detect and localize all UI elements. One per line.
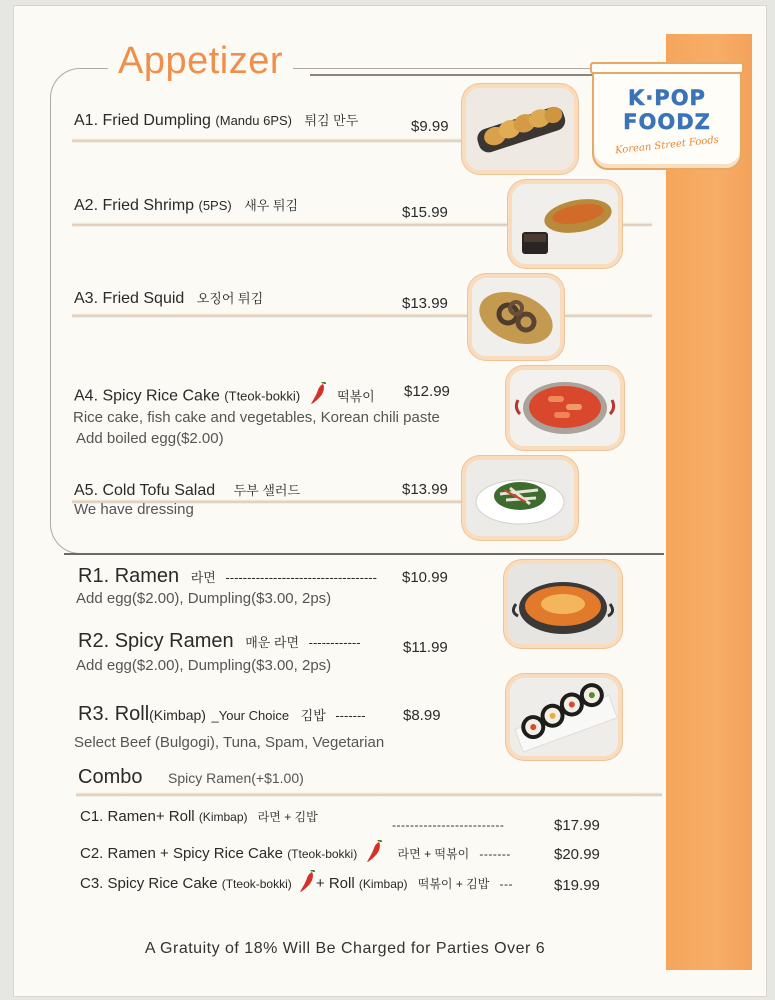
price-r2: $11.99 xyxy=(403,639,448,656)
item-name: Fried Dumpling xyxy=(102,112,211,129)
item-name: Ramen+ Roll xyxy=(107,808,195,825)
item-code: A3. xyxy=(74,290,99,307)
item-name: Ramen + Spicy Rice Cake xyxy=(107,844,284,862)
item-description: We have dressing xyxy=(74,501,194,518)
item-korean: 라면 + 김밥 xyxy=(257,810,318,824)
item-korean: 튀김 만두 xyxy=(304,113,359,128)
item-addon: Select Beef (Bulgogi), Tuna, Spam, Vegetarian xyxy=(74,734,385,751)
item-korean: 김밥 xyxy=(300,708,326,723)
item-name: Roll xyxy=(114,703,150,725)
menu-item-r2 xyxy=(78,630,361,653)
item-code: C2. xyxy=(80,844,104,862)
item-detail: (Kimbap) xyxy=(149,707,206,723)
item-addon: Add egg($2.00), Dumpling($3.00, 2ps) xyxy=(76,657,332,674)
combo-item-c3 xyxy=(80,870,513,898)
item-underline xyxy=(72,313,652,318)
menu-item-a3 xyxy=(74,288,263,308)
price-a2: $15.99 xyxy=(402,204,448,221)
combo-item-c1 xyxy=(80,808,318,825)
price-r1: $10.99 xyxy=(402,569,448,586)
price-a4: $12.99 xyxy=(404,383,450,400)
item-code: R1. xyxy=(78,565,110,587)
item-code: A4. xyxy=(74,387,99,405)
menu-item-r1 xyxy=(78,565,377,588)
combo-title: Combo xyxy=(78,766,143,788)
menu-item-a2 xyxy=(74,195,298,215)
leader-dashes: ----------------------------------- xyxy=(225,570,377,585)
item-detail-second: (Kimbap) xyxy=(358,876,408,891)
item-code: A5. xyxy=(74,482,99,499)
fried-squid-photo xyxy=(472,278,560,356)
menu-item-a4 xyxy=(74,382,375,411)
combo-item-c2 xyxy=(80,840,511,868)
combo-note: Spicy Ramen(+$1.00) xyxy=(168,770,304,786)
chili-pepper-icon xyxy=(309,382,327,411)
item-name: Fried Squid xyxy=(102,290,185,307)
menu-item-a1 xyxy=(74,110,358,130)
item-korean: 매운 라면 xyxy=(245,635,300,650)
kpop-foodz-logo xyxy=(592,66,742,170)
item-korean: 라면 xyxy=(190,570,216,585)
leader-dashes: ------- xyxy=(335,708,366,723)
item-name: Spicy Ramen xyxy=(114,630,234,652)
item-korean: 오징어 튀김 xyxy=(196,291,264,306)
item-code: R3. xyxy=(78,703,110,725)
combo-underline xyxy=(76,792,662,797)
price-c1: $17.99 xyxy=(554,817,600,834)
item-korean: 떡볶이 + 김밥 xyxy=(417,876,490,891)
fried-shrimp-photo xyxy=(512,184,618,264)
item-detail: (Tteok-bokki) xyxy=(224,388,301,404)
item-name: Cold Tofu Salad xyxy=(102,482,216,499)
item-code: C1. xyxy=(80,808,104,825)
menu-item-r3 xyxy=(78,703,366,726)
price-c3: $19.99 xyxy=(554,877,600,894)
menu-item-a5 xyxy=(74,480,300,500)
item-korean: 두부 샐러드 xyxy=(233,483,300,498)
chili-pepper-icon xyxy=(298,870,316,898)
item-code: A2. xyxy=(74,197,99,214)
item-code: R2. xyxy=(78,630,110,652)
item-code: A1. xyxy=(74,112,99,129)
item-korean: 떡볶이 xyxy=(337,388,375,404)
leader-dashes: ------------ xyxy=(308,635,361,650)
item-extra: _Your Choice xyxy=(211,708,290,723)
tofu-salad-photo xyxy=(466,460,574,536)
fried-dumpling-photo xyxy=(466,88,574,170)
item-korean: 새우 튀김 xyxy=(244,198,299,213)
logo-box-lid xyxy=(590,62,744,74)
price-a5: $13.99 xyxy=(402,481,448,498)
price-c2: $20.99 xyxy=(554,846,600,863)
leader-dashes: ------- xyxy=(479,846,511,861)
item-addon: Add boiled egg($2.00) xyxy=(76,430,224,447)
price-a1: $9.99 xyxy=(411,118,449,135)
item-name-second: + Roll xyxy=(315,874,355,892)
item-korean: 라면 + 떡볶이 xyxy=(397,846,470,861)
item-name: Spicy Rice Cake xyxy=(107,874,218,892)
item-addon: Add egg($2.00), Dumpling($3.00, 2ps) xyxy=(76,590,332,607)
orange-side-bar xyxy=(666,34,752,970)
logo-tagline: Korean Street Foods xyxy=(614,134,720,157)
title-rule xyxy=(310,74,600,76)
leader-dashes: --- xyxy=(499,876,514,891)
item-detail: (Mandu 6PS) xyxy=(215,113,292,128)
item-code: C3. xyxy=(80,874,104,892)
price-a3: $13.99 xyxy=(402,295,448,312)
gratuity-notice: A Gratuity of 18% Will Be Charged for Parties Over 6 xyxy=(144,940,546,957)
price-r3: $8.99 xyxy=(403,707,441,724)
item-description: Rice cake, fish cake and vegetables, Korean chili paste xyxy=(73,409,440,426)
item-detail: (Tteok-bokki) xyxy=(287,846,358,861)
appetizer-frame-bottom xyxy=(64,553,664,555)
item-name: Fried Shrimp xyxy=(102,197,195,214)
item-detail: (5PS) xyxy=(198,198,232,213)
tteokbokki-photo xyxy=(510,370,620,446)
ramen-photo xyxy=(508,564,618,644)
section-title-appetizer: Appetizer xyxy=(108,40,293,83)
item-underline xyxy=(72,138,464,143)
item-detail: (Kimbap) xyxy=(198,810,248,824)
logo-text-line1: K·POP xyxy=(628,86,706,110)
item-name: Spicy Rice Cake xyxy=(102,387,220,405)
logo-text-line2: FOODZ xyxy=(623,110,711,134)
item-name: Ramen xyxy=(114,565,180,587)
kimbap-photo xyxy=(510,678,618,756)
chili-pepper-icon xyxy=(365,840,383,868)
item-detail: (Tteok-bokki) xyxy=(221,876,292,891)
leader-dashes: ------------------------- xyxy=(392,818,505,832)
